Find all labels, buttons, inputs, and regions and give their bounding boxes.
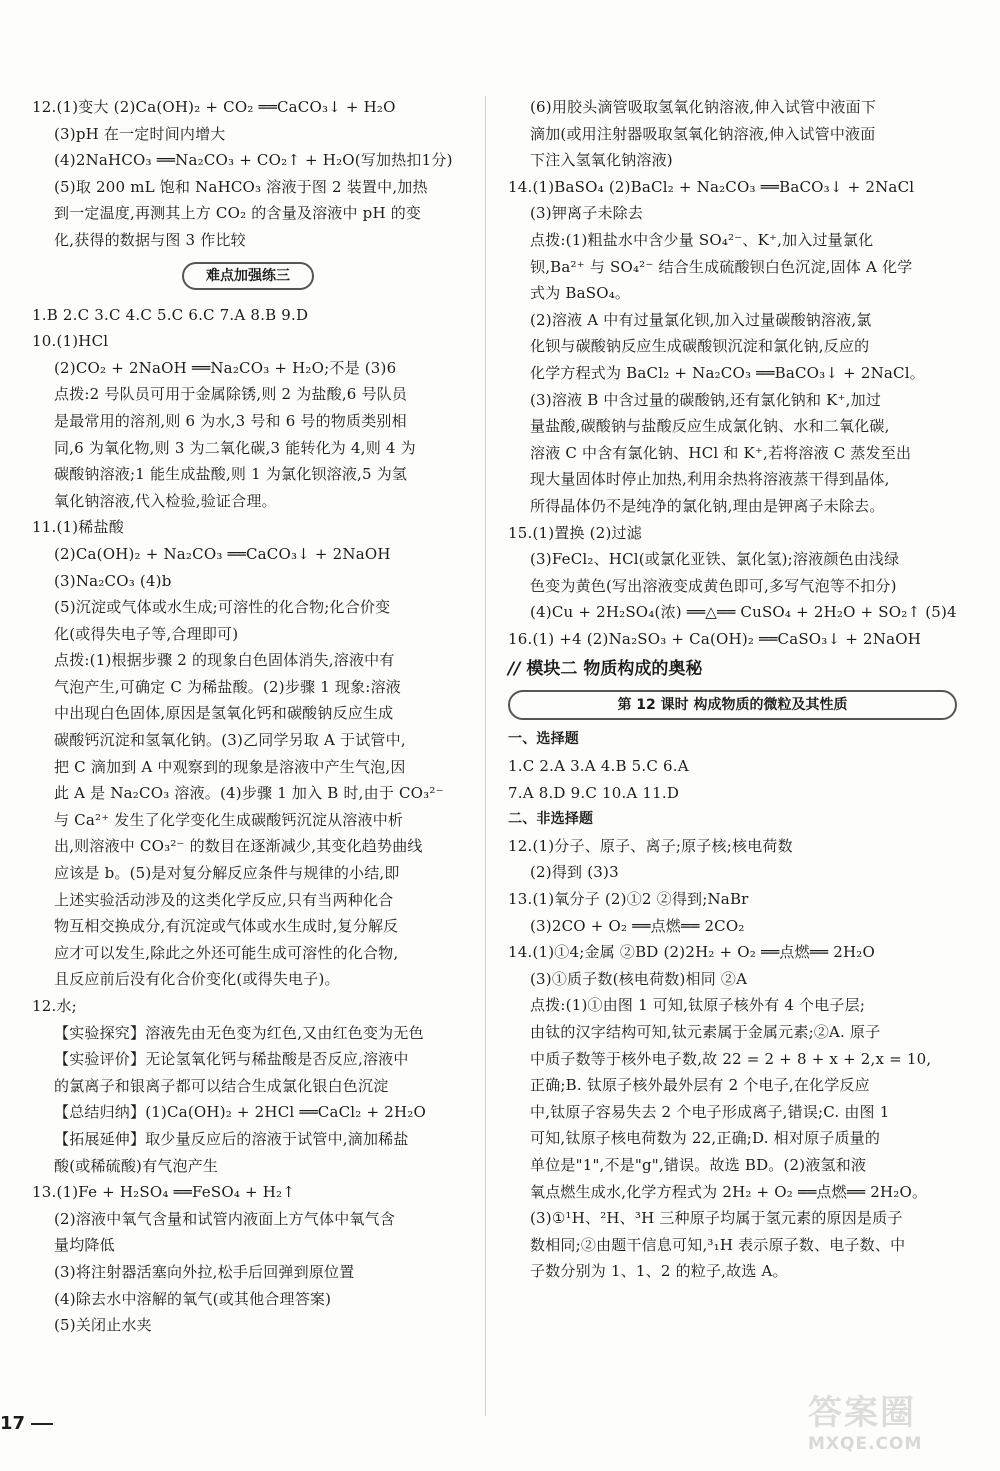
answer-line: 气泡产生,可确定 C 为稀盐酸。(2)步骤 1 现象:溶液 [54, 677, 401, 696]
answer-line: 化钡与碳酸钠反应生成碳酸钡沉淀和氯化钠,反应的 [530, 337, 870, 356]
answer-line: 应该是 b。(5)是对复分解反应条件与规律的小结,即 [54, 864, 400, 883]
answer-line: 量盐酸,碳酸钠与盐酸反应生成氯化钠、水和二氧化碳, [530, 417, 890, 436]
answer-line: 的氯离子和银离子都可以结合生成氯化银白色沉淀 [54, 1076, 389, 1095]
page-number-dash [31, 1423, 53, 1425]
answer-line: 单位是"1",不是"g",错误。故选 BD。(2)液氢和液 [530, 1155, 867, 1174]
answer-line: 点拨:2 号队员可用于金属除锈,则 2 为盐酸,6 号队员 [54, 385, 408, 404]
answer-line: (3)①质子数(核电荷数)相同 ②A [530, 969, 748, 988]
answer-line: (2)溶液 A 中有过量氯化钡,加入过量碳酸钠溶液,氯 [530, 310, 872, 329]
answer-line: 量均降低 [54, 1236, 115, 1255]
answer-line: (2)得到 (3)3 [530, 863, 619, 882]
answer-line: 溶液 C 中含有氯化钠、HCl 和 K⁺,若将溶液 C 蒸发至出 [530, 443, 912, 462]
right-column [508, 94, 963, 1285]
answer-line: 中出现白色固体,原因是氢氧化钙和碳酸钠反应生成 [54, 704, 394, 723]
answer-line: 7.A 8.D 9.C 10.A 11.D [508, 783, 680, 802]
answer-line: (4)2NaHCO₃ ══Na₂CO₃ + CO₂↑ + H₂O(写加热扣1分) [54, 151, 453, 170]
answer-line: 1.B 2.C 3.C 4.C 5.C 6.C 7.A 8.B 9.D [32, 305, 309, 324]
answer-line: 12.(1)分子、原子、离子;原子核;核电荷数 [508, 836, 793, 855]
answer-line: 13.(1)Fe + H₂SO₄ ══FeSO₄ + H₂↑ [32, 1183, 295, 1202]
column-divider [485, 96, 486, 1416]
answer-line: (5)关闭止水夹 [54, 1316, 152, 1335]
section-title: 难点加强练三 [182, 262, 314, 290]
answer-line: 化(或得失电子等,合理即可) [54, 624, 239, 643]
answer-line: 出,则溶液中 CO₃²⁻ 的数目在逐渐减少,其变化趋势曲线 [54, 837, 423, 856]
section-heading: 一、选择题 [508, 731, 579, 748]
answer-line: 且反应前后没有化合价变化(或得失电子)。 [54, 970, 340, 989]
watermark-logo: 答案圈 [808, 1393, 916, 1433]
answer-line: 点拨:(1)①由图 1 可知,钛原子核外有 4 个电子层; [530, 996, 866, 1015]
answer-line: (5)取 200 mL 饱和 NaHCO₃ 溶液于图 2 装置中,加热 [54, 177, 428, 196]
answer-line: 现大量固体时停止加热,利用余热将溶液蒸干得到晶体, [530, 470, 890, 489]
answer-line: 10.(1)HCl [32, 332, 109, 351]
answer-line: (6)用胶头滴管吸取氢氧化钠溶液,伸入试管中液面下 [530, 98, 877, 116]
answer-line: 【总结归纳】(1)Ca(OH)₂ + 2HCl ══CaCl₂ + 2H₂O [54, 1103, 426, 1122]
answer-line: 氧点燃生成水,化学方程式为 2H₂ + O₂ ══点燃══ 2H₂O。 [530, 1182, 928, 1201]
answer-line: 点拨:(1)根据步骤 2 的现象白色固体消失,溶液中有 [54, 651, 395, 670]
answer-line: 14.(1)BaSO₄ (2)BaCl₂ + Na₂CO₃ ══BaCO₃↓ + 2NaCl [508, 177, 915, 196]
answer-line: 下注入氢氧化钠溶液) [530, 151, 673, 170]
answer-line: 到一定温度,再测其上方 CO₂ 的含量及溶液中 pH 的变 [54, 204, 422, 223]
section-title-wrap [32, 254, 464, 302]
answer-line: 数相同;②由题干信息可知,³₁H 表示原子数、电子数、中 [530, 1235, 906, 1254]
module-title: 模块二 物质构成的奥秘 [526, 659, 703, 680]
answer-line: 15.(1)置换 (2)过滤 [508, 523, 642, 542]
answer-line: 12.(1)变大 (2)Ca(OH)₂ + CO₂ ══CaCO₃↓ + H₂O [32, 98, 396, 116]
answer-line: 此 A 是 Na₂CO₃ 溶液。(4)步骤 1 加入 B 时,由于 CO₃²⁻ [54, 784, 444, 803]
slash-icon: // [508, 659, 521, 680]
answer-line: 14.(1)①4;金属 ②BD (2)2H₂ + O₂ ══点燃══ 2H₂O [508, 943, 875, 962]
answer-line: 色变为黄色(写出溶液变成黄色即可,多写气泡等不扣分) [530, 576, 897, 595]
answer-line: (2)CO₂ + 2NaOH ══Na₂CO₃ + H₂O;不是 (3)6 [54, 358, 397, 377]
right-block-c [508, 833, 963, 1285]
answer-line: 滴加(或用注射器吸取氢氧化钠溶液,伸入试管中液面 [530, 124, 876, 143]
right-block-a [508, 94, 963, 652]
answer-line: 碳酸钠溶液;1 能生成盐酸,则 1 为氯化钡溶液,5 为氢 [54, 465, 408, 484]
answer-line: 中质子数等于核外电子数,故 22 = 2 + 8 + x + 2,x = 10, [530, 1049, 932, 1068]
answer-line: 同,6 为氧化物,则 3 为二氧化碳,3 能转化为 4,则 4 为 [54, 438, 416, 457]
answer-line: (4)Cu + 2H₂SO₄(浓) ══△══ CuSO₄ + 2H₂O + SO₂↑ (5)4 [530, 603, 957, 622]
answer-line: 化,获得的数据与图 3 作比较 [54, 230, 246, 249]
answer-line: 可知,钛原子核电荷数为 22,正确;D. 相对原子质量的 [530, 1129, 881, 1148]
answer-line: (3)溶液 B 中含过量的碳酸钠,还有氯化钠和 K⁺,加过 [530, 390, 882, 409]
answer-line: 子数分别为 1、1、2 的粒子,故选 A。 [530, 1262, 788, 1281]
answer-line: (4)除去水中溶解的氧气(或其他合理答案) [54, 1289, 332, 1308]
answer-line: 1.C 2.A 3.A 4.B 5.C 6.A [508, 757, 689, 776]
answer-line: (5)沉淀或气体或水生成;可溶性的化合物;化合价变 [54, 598, 391, 617]
answer-line: 12.水; [32, 997, 77, 1015]
answer-line: 11.(1)稀盐酸 [32, 518, 124, 537]
answer-line: (2)Ca(OH)₂ + Na₂CO₃ ══CaCO₃↓ + 2NaOH [54, 544, 391, 563]
answer-line: (3)2CO + O₂ ══点燃══ 2CO₂ [530, 916, 745, 935]
left-block-a [32, 94, 464, 254]
answer-line: 【实验评价】无论氢氧化钙与稀盐酸是否反应,溶液中 [54, 1050, 409, 1069]
module-heading [508, 652, 963, 686]
answer-line: 16.(1) +4 (2)Na₂SO₃ + Ca(OH)₂ ══CaSO₃↓ + 2NaOH [508, 629, 921, 648]
answer-line: 氧化钠溶液,代入检验,验证合理。 [54, 491, 277, 510]
answer-line: 化学方程式为 BaCl₂ + Na₂CO₃ ══BaCO₃↓ + 2NaCl。 [530, 363, 925, 382]
section-heading: 二、非选择题 [508, 811, 594, 828]
answer-line: 正确;B. 钛原子核外最外层有 2 个电子,在化学反应 [530, 1076, 870, 1095]
answer-line: 由钛的汉字结构可知,钛元素属于金属元素;②A. 原子 [530, 1023, 881, 1041]
answer-line: 把 C 滴加到 A 中观察到的现象是溶液中产生气泡,因 [54, 757, 406, 776]
answer-line: 碳酸钙沉淀和氢氧化钠。(3)乙同学另取 A 于试管中, [54, 731, 406, 750]
answer-line: 是最常用的溶剂,则 6 为水,3 号和 6 号的物质类别相 [54, 411, 407, 430]
left-column [32, 94, 464, 1339]
answer-line: (2)溶液中氧气含量和试管内液面上方气体中氧气含 [54, 1209, 396, 1228]
answer-line: (3)钾离子未除去 [530, 204, 644, 223]
answer-line: 物互相交换成分,有沉淀或气体或水生成时,复分解反 [54, 917, 399, 936]
answer-line: 【实验探究】溶液先由无色变为红色,又由红色变为无色 [54, 1023, 424, 1042]
answer-line: (3)①¹H、²H、³H 三种原子均属于氢元素的原因是质子 [530, 1209, 903, 1228]
answer-line: 酸(或稀硫酸)有气泡产生 [54, 1156, 219, 1175]
answer-line: 所得晶体仍不是纯净的氯化钠,理由是钾离子未除去。 [530, 496, 885, 515]
answer-line: 点拨:(1)粗盐水中含少量 SO₄²⁻、K⁺,加入过量氯化 [530, 230, 874, 249]
watermark-url: MXQE.COM [808, 1434, 923, 1454]
answer-line: (3)FeCl₂、HCl(或氯化亚铁、氯化氢);溶液颜色由浅绿 [530, 550, 900, 569]
answer-line: 式为 BaSO₄。 [530, 284, 631, 303]
answer-line: 【拓展延伸】取少量反应后的溶液于试管中,滴加稀盐 [54, 1129, 409, 1148]
left-block-b [32, 302, 464, 1339]
answer-line: 钡,Ba²⁺ 与 SO₄²⁻ 结合生成硫酸钡白色沉淀,固体 A 化学 [530, 257, 913, 276]
watermark [808, 1392, 978, 1462]
answer-line: 与 Ca²⁺ 发生了化学变化生成碳酸钙沉淀从溶液中析 [54, 810, 404, 829]
answer-line: 中,钛原子容易失去 2 个电子形成离子,错误;C. 由图 1 [530, 1102, 890, 1121]
answer-line: (3)将注射器活塞向外拉,松手后回弹到原位置 [54, 1262, 355, 1281]
page-number-text: 17 [0, 1413, 26, 1434]
page-number [0, 1413, 53, 1434]
answer-line: (3)Na₂CO₃ (4)b [54, 571, 172, 590]
lesson-title: 第 12 课时 构成物质的微粒及其性质 [508, 690, 957, 720]
answer-line: 应才可以发生,除此之外还可能生成可溶性的化合物, [54, 943, 399, 962]
answer-line: 上述实验活动涉及的这类化学反应,只有当两种化合 [54, 890, 394, 909]
answer-line: (3)pH 在一定时间内增大 [54, 124, 226, 143]
answer-line: 13.(1)氧分子 (2)①2 ②得到;NaBr [508, 890, 749, 909]
